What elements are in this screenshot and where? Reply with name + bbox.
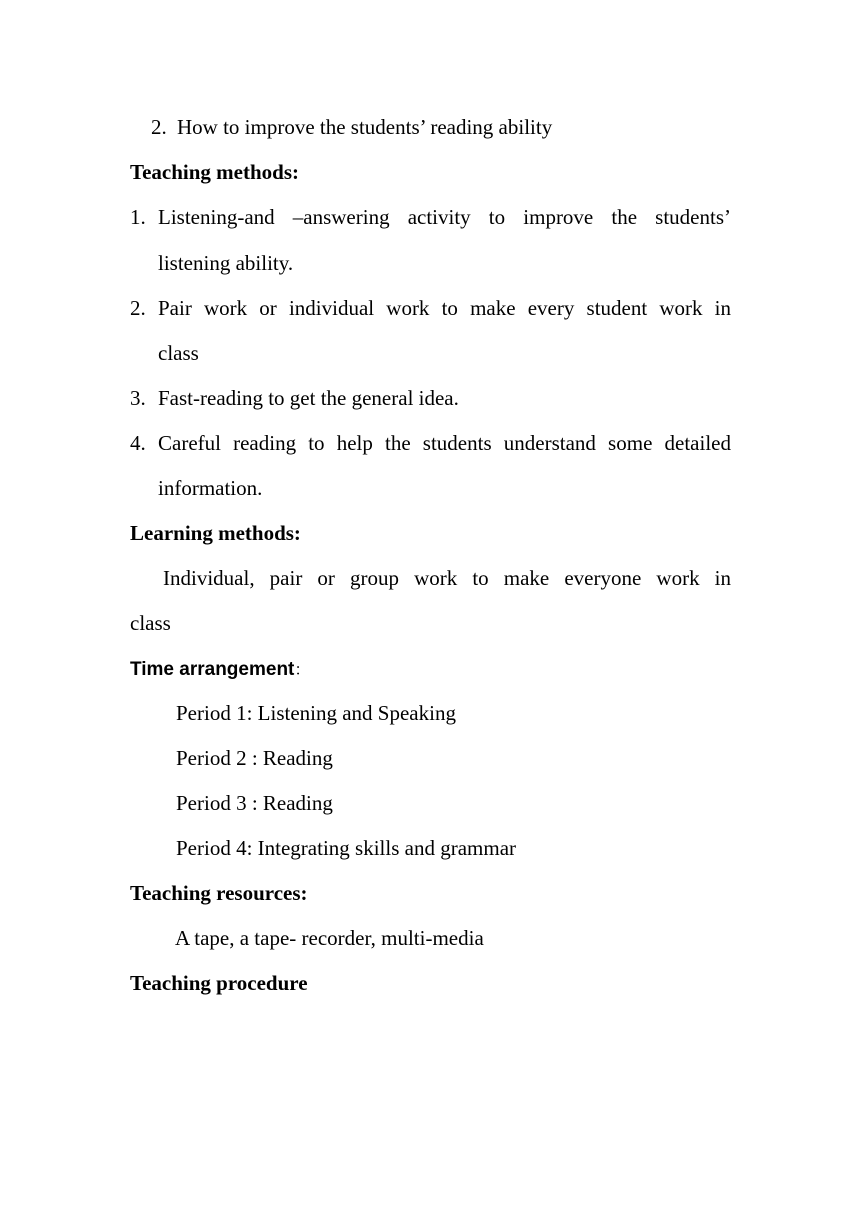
- period-item: Period 1: Listening and Speaking: [176, 701, 456, 725]
- time-arrangement-heading: [130, 656, 310, 683]
- period-item: Period 2 : Reading: [176, 746, 333, 770]
- period-item: Period 4: Integrating skills and grammar: [176, 836, 517, 860]
- list-number: 2.: [151, 115, 167, 139]
- list-number: 4.: [130, 431, 146, 455]
- list-item-line: Careful reading to help the students understand some detailed: [158, 431, 731, 455]
- list-item-line: Pair work or individual work to make every student work in: [158, 296, 731, 320]
- list-number: 2.: [130, 296, 146, 320]
- list-item-line: Fast-reading to get the general idea.: [158, 386, 459, 410]
- teaching-procedure-heading: Teaching procedure: [130, 971, 308, 995]
- period-item: Period 3 : Reading: [176, 791, 333, 815]
- teaching-resources-text: A tape, a tape- recorder, multi-media: [175, 926, 484, 950]
- objective-item-text: How to improve the students’ reading ability: [177, 115, 553, 139]
- list-number: 1.: [130, 205, 146, 229]
- learning-methods-heading: Learning methods:: [130, 521, 301, 545]
- list-item-line: information.: [158, 476, 263, 500]
- list-number: 3.: [130, 386, 146, 410]
- time-arrangement-colon: ：: [294, 662, 311, 679]
- teaching-resources-heading: Teaching resources:: [130, 881, 308, 905]
- learning-methods-text: Individual, pair or group work to make everyone work in: [163, 566, 731, 590]
- time-arrangement-heading-text: Time arrangement: [130, 659, 295, 680]
- list-item-line: Listening-and –answering activity to improve the students’: [158, 205, 731, 229]
- teaching-methods-heading: Teaching methods:: [130, 160, 299, 184]
- learning-methods-text: class: [130, 611, 171, 635]
- list-item-line: listening ability.: [158, 251, 294, 275]
- list-item-line: class: [158, 341, 199, 365]
